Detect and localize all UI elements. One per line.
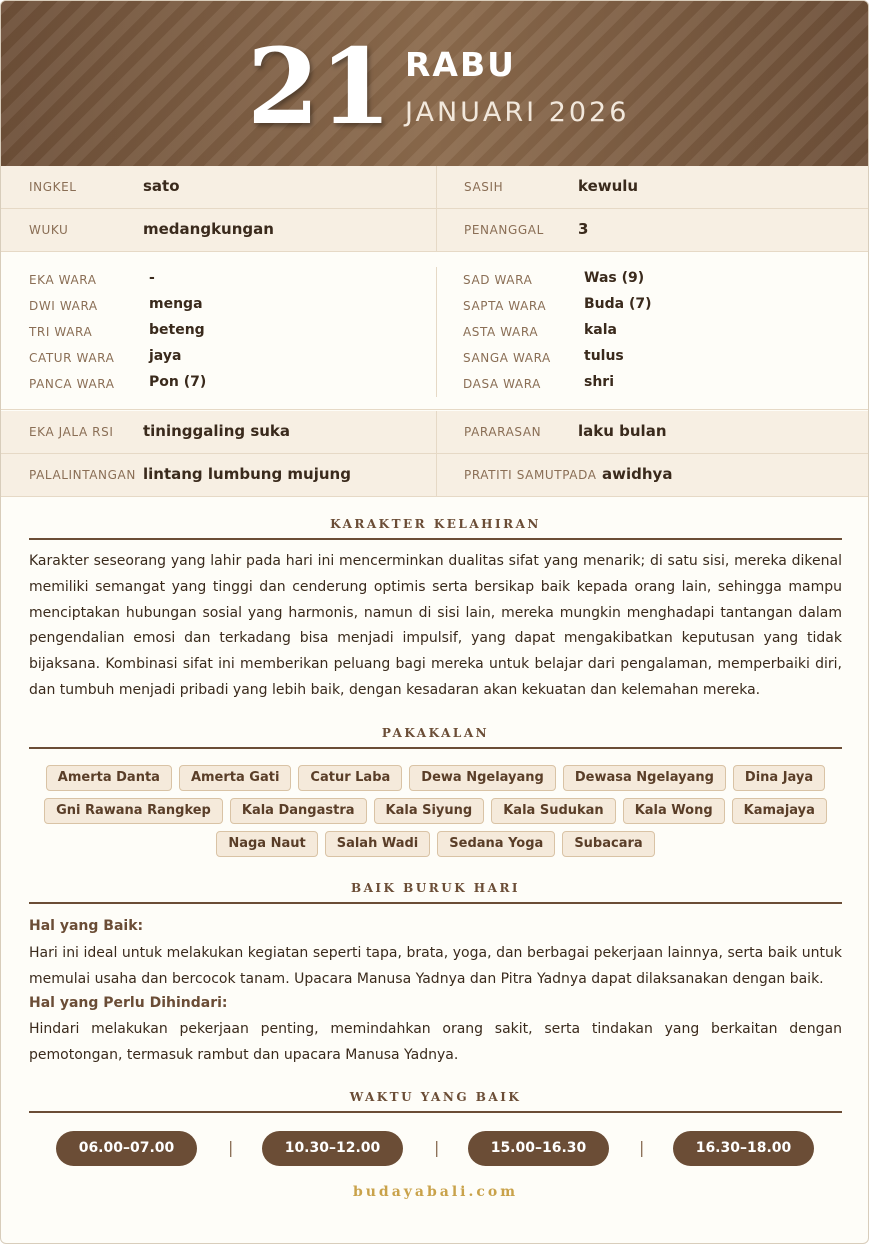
info-cell-palalintangan bbox=[1, 454, 435, 496]
pakakalan-tags bbox=[29, 765, 842, 864]
info-value: sato bbox=[143, 177, 180, 195]
pakakalan-tag: Catur Laba bbox=[298, 765, 402, 791]
slot-separator: | bbox=[434, 1138, 440, 1157]
info-value: lintang lumbung mujung bbox=[143, 465, 351, 483]
info-cell-pararasan bbox=[436, 411, 869, 453]
wara-row-panca bbox=[1, 371, 435, 397]
time-slot-pill: 10.30–12.00 bbox=[262, 1131, 403, 1166]
time-slot-pill: 06.00–07.00 bbox=[56, 1131, 197, 1166]
time-slot-pill: 15.00–16.30 bbox=[468, 1131, 609, 1166]
section-title-waktu: WAKTU YANG BAIK bbox=[29, 1090, 842, 1113]
info-value: laku bulan bbox=[578, 422, 667, 440]
info-value: awidhya bbox=[602, 465, 673, 483]
wara-label: SAPTA WARA bbox=[463, 299, 547, 313]
tag-row bbox=[29, 831, 842, 864]
info-cell-eka-jala-rsi bbox=[1, 411, 435, 453]
section-title-karakter: KARAKTER KELAHIRAN bbox=[29, 517, 842, 540]
wara-value: kala bbox=[584, 322, 618, 338]
info-cell-penanggal bbox=[436, 209, 869, 251]
day-name: RABU bbox=[405, 45, 516, 84]
info-row-palalintangan-pratiti bbox=[1, 454, 869, 497]
wara-value: jaya bbox=[149, 348, 182, 364]
pakakalan-tag: Kala Siyung bbox=[374, 798, 485, 824]
pakakalan-tag: Salah Wadi bbox=[325, 831, 431, 857]
info-cell-pratiti-samutpada bbox=[436, 454, 869, 496]
wara-table bbox=[1, 253, 869, 410]
wara-row-sanga bbox=[436, 345, 869, 371]
wara-value: Buda (7) bbox=[584, 296, 652, 312]
wara-value: Pon (7) bbox=[149, 374, 207, 390]
info-value: 3 bbox=[578, 220, 589, 238]
pakakalan-tag: Dewa Ngelayang bbox=[409, 765, 556, 791]
info-label: WUKU bbox=[29, 223, 69, 237]
time-slot-pill: 16.30–18.00 bbox=[673, 1131, 814, 1166]
info-label: SASIH bbox=[464, 180, 504, 194]
pakakalan-tag: Kala Sudukan bbox=[491, 798, 615, 824]
wara-row-asta bbox=[436, 319, 869, 345]
good-paragraph: Hari ini ideal untuk melakukan kegiatan seperti tapa, brata, yoga, dan berbagai pekerjaan lainnya, serta baik untuk memulai usaha dan bercocok tanam. Upacara Manusa Yadnya dan Pitra Yadnya dapat dilaksanakan dengan baik. bbox=[29, 945, 842, 987]
info-cell-sasih bbox=[436, 166, 869, 208]
info-label: PENANGGAL bbox=[464, 223, 544, 237]
section-title-pakakalan: PAKAKALAN bbox=[29, 726, 842, 749]
info-label: INGKEL bbox=[29, 180, 77, 194]
pakakalan-tag: Dewasa Ngelayang bbox=[563, 765, 726, 791]
wara-label: TRI WARA bbox=[29, 325, 93, 339]
pakakalan-tag: Amerta Gati bbox=[179, 765, 291, 791]
avoid-heading: Hal yang Perlu Dihindari: bbox=[29, 995, 228, 1011]
wara-label: EKA WARA bbox=[29, 273, 97, 287]
pakakalan-tag: Naga Naut bbox=[216, 831, 317, 857]
pakakalan-tag: Kamajaya bbox=[732, 798, 827, 824]
avoid-paragraph: Hindari melakukan pekerjaan penting, memindahkan orang sakit, serta tindakan yang berkaitan dengan pemotongan, termasuk rambut dan upacara Manusa Yadnya. bbox=[29, 1021, 842, 1063]
pakakalan-tag: Kala Wong bbox=[623, 798, 725, 824]
info-value: tininggaling suka bbox=[143, 422, 291, 440]
wara-row-eka bbox=[1, 267, 435, 293]
wara-row-dasa bbox=[436, 371, 869, 397]
wara-value: menga bbox=[149, 296, 203, 312]
month-year: JANUARI 2026 bbox=[405, 97, 630, 128]
wara-label: DWI WARA bbox=[29, 299, 98, 313]
wara-row-dwi bbox=[1, 293, 435, 319]
wara-value: Was (9) bbox=[584, 270, 645, 286]
info-value: medangkungan bbox=[143, 220, 274, 238]
section-title-baik-buruk: BAIK BURUK HARI bbox=[29, 881, 842, 904]
tag-row bbox=[29, 765, 842, 798]
wara-row-sad bbox=[436, 267, 869, 293]
day-number: 21 bbox=[247, 25, 392, 148]
pakakalan-tag: Dina Jaya bbox=[733, 765, 825, 791]
pakakalan-tag: Gni Rawana Rangkep bbox=[44, 798, 223, 824]
wara-value: beteng bbox=[149, 322, 205, 338]
info-row-ingkel-sasih bbox=[1, 166, 869, 209]
wara-label: PANCA WARA bbox=[29, 377, 115, 391]
wara-label: DASA WARA bbox=[463, 377, 541, 391]
pakakalan-tag: Subacara bbox=[562, 831, 654, 857]
pakakalan-tag: Kala Dangastra bbox=[230, 798, 367, 824]
info-value: kewulu bbox=[578, 177, 639, 195]
wara-value: shri bbox=[584, 374, 615, 390]
pakakalan-tag: Sedana Yoga bbox=[437, 831, 555, 857]
wara-label: SAD WARA bbox=[463, 273, 533, 287]
wara-label: CATUR WARA bbox=[29, 351, 115, 365]
info-label: PRATITI SAMUTPADA bbox=[464, 468, 597, 482]
site-footer[interactable]: budayabali.com bbox=[352, 1184, 519, 1200]
good-heading: Hal yang Baik: bbox=[29, 918, 144, 934]
wara-value: tulus bbox=[584, 348, 624, 364]
info-label: EKA JALA RSI bbox=[29, 425, 114, 439]
info-cell-ingkel bbox=[1, 166, 435, 208]
pakakalan-tag: Amerta Danta bbox=[46, 765, 172, 791]
info-row-ekajala-pararasan bbox=[1, 411, 869, 454]
slot-separator: | bbox=[639, 1138, 645, 1157]
info-label: PARARASAN bbox=[464, 425, 542, 439]
wara-row-catur bbox=[1, 345, 435, 371]
wara-label: ASTA WARA bbox=[463, 325, 539, 339]
date-header bbox=[1, 1, 869, 166]
slot-separator: | bbox=[228, 1138, 234, 1157]
tag-row bbox=[29, 798, 842, 831]
info-label: PALALINTANGAN bbox=[29, 468, 136, 482]
info-cell-wuku bbox=[1, 209, 435, 251]
wara-row-tri bbox=[1, 319, 435, 345]
info-row-wuku-penanggal bbox=[1, 209, 869, 252]
wara-label: SANGA WARA bbox=[463, 351, 551, 365]
wara-row-sapta bbox=[436, 293, 869, 319]
time-slots bbox=[29, 1131, 842, 1167]
wara-value: - bbox=[149, 270, 155, 286]
karakter-paragraph: Karakter seseorang yang lahir pada hari ini mencerminkan dualitas sifat yang menarik; di satu sisi, mereka dikenal memiliki semangat yang tinggi dan cenderung optimis serta bersikap baik kepada orang lain, sehingga mampu menciptakan hubungan sosial yang harmonis, namun di sisi lain, mereka mungkin menghadapi tantangan dalam pengendalian emosi dan terkadang bisa menjadi impulsif, yang dapat mengakibatkan keputusan yang tidak bijaksana. Kombinasi sifat ini memberikan peluang bagi mereka untuk belajar dari pengalaman, memperbaiki diri, dan tumbuh menjadi pribadi yang lebih baik, dengan kesadaran akan kekuatan dan kelemahan mereka. bbox=[29, 553, 842, 698]
